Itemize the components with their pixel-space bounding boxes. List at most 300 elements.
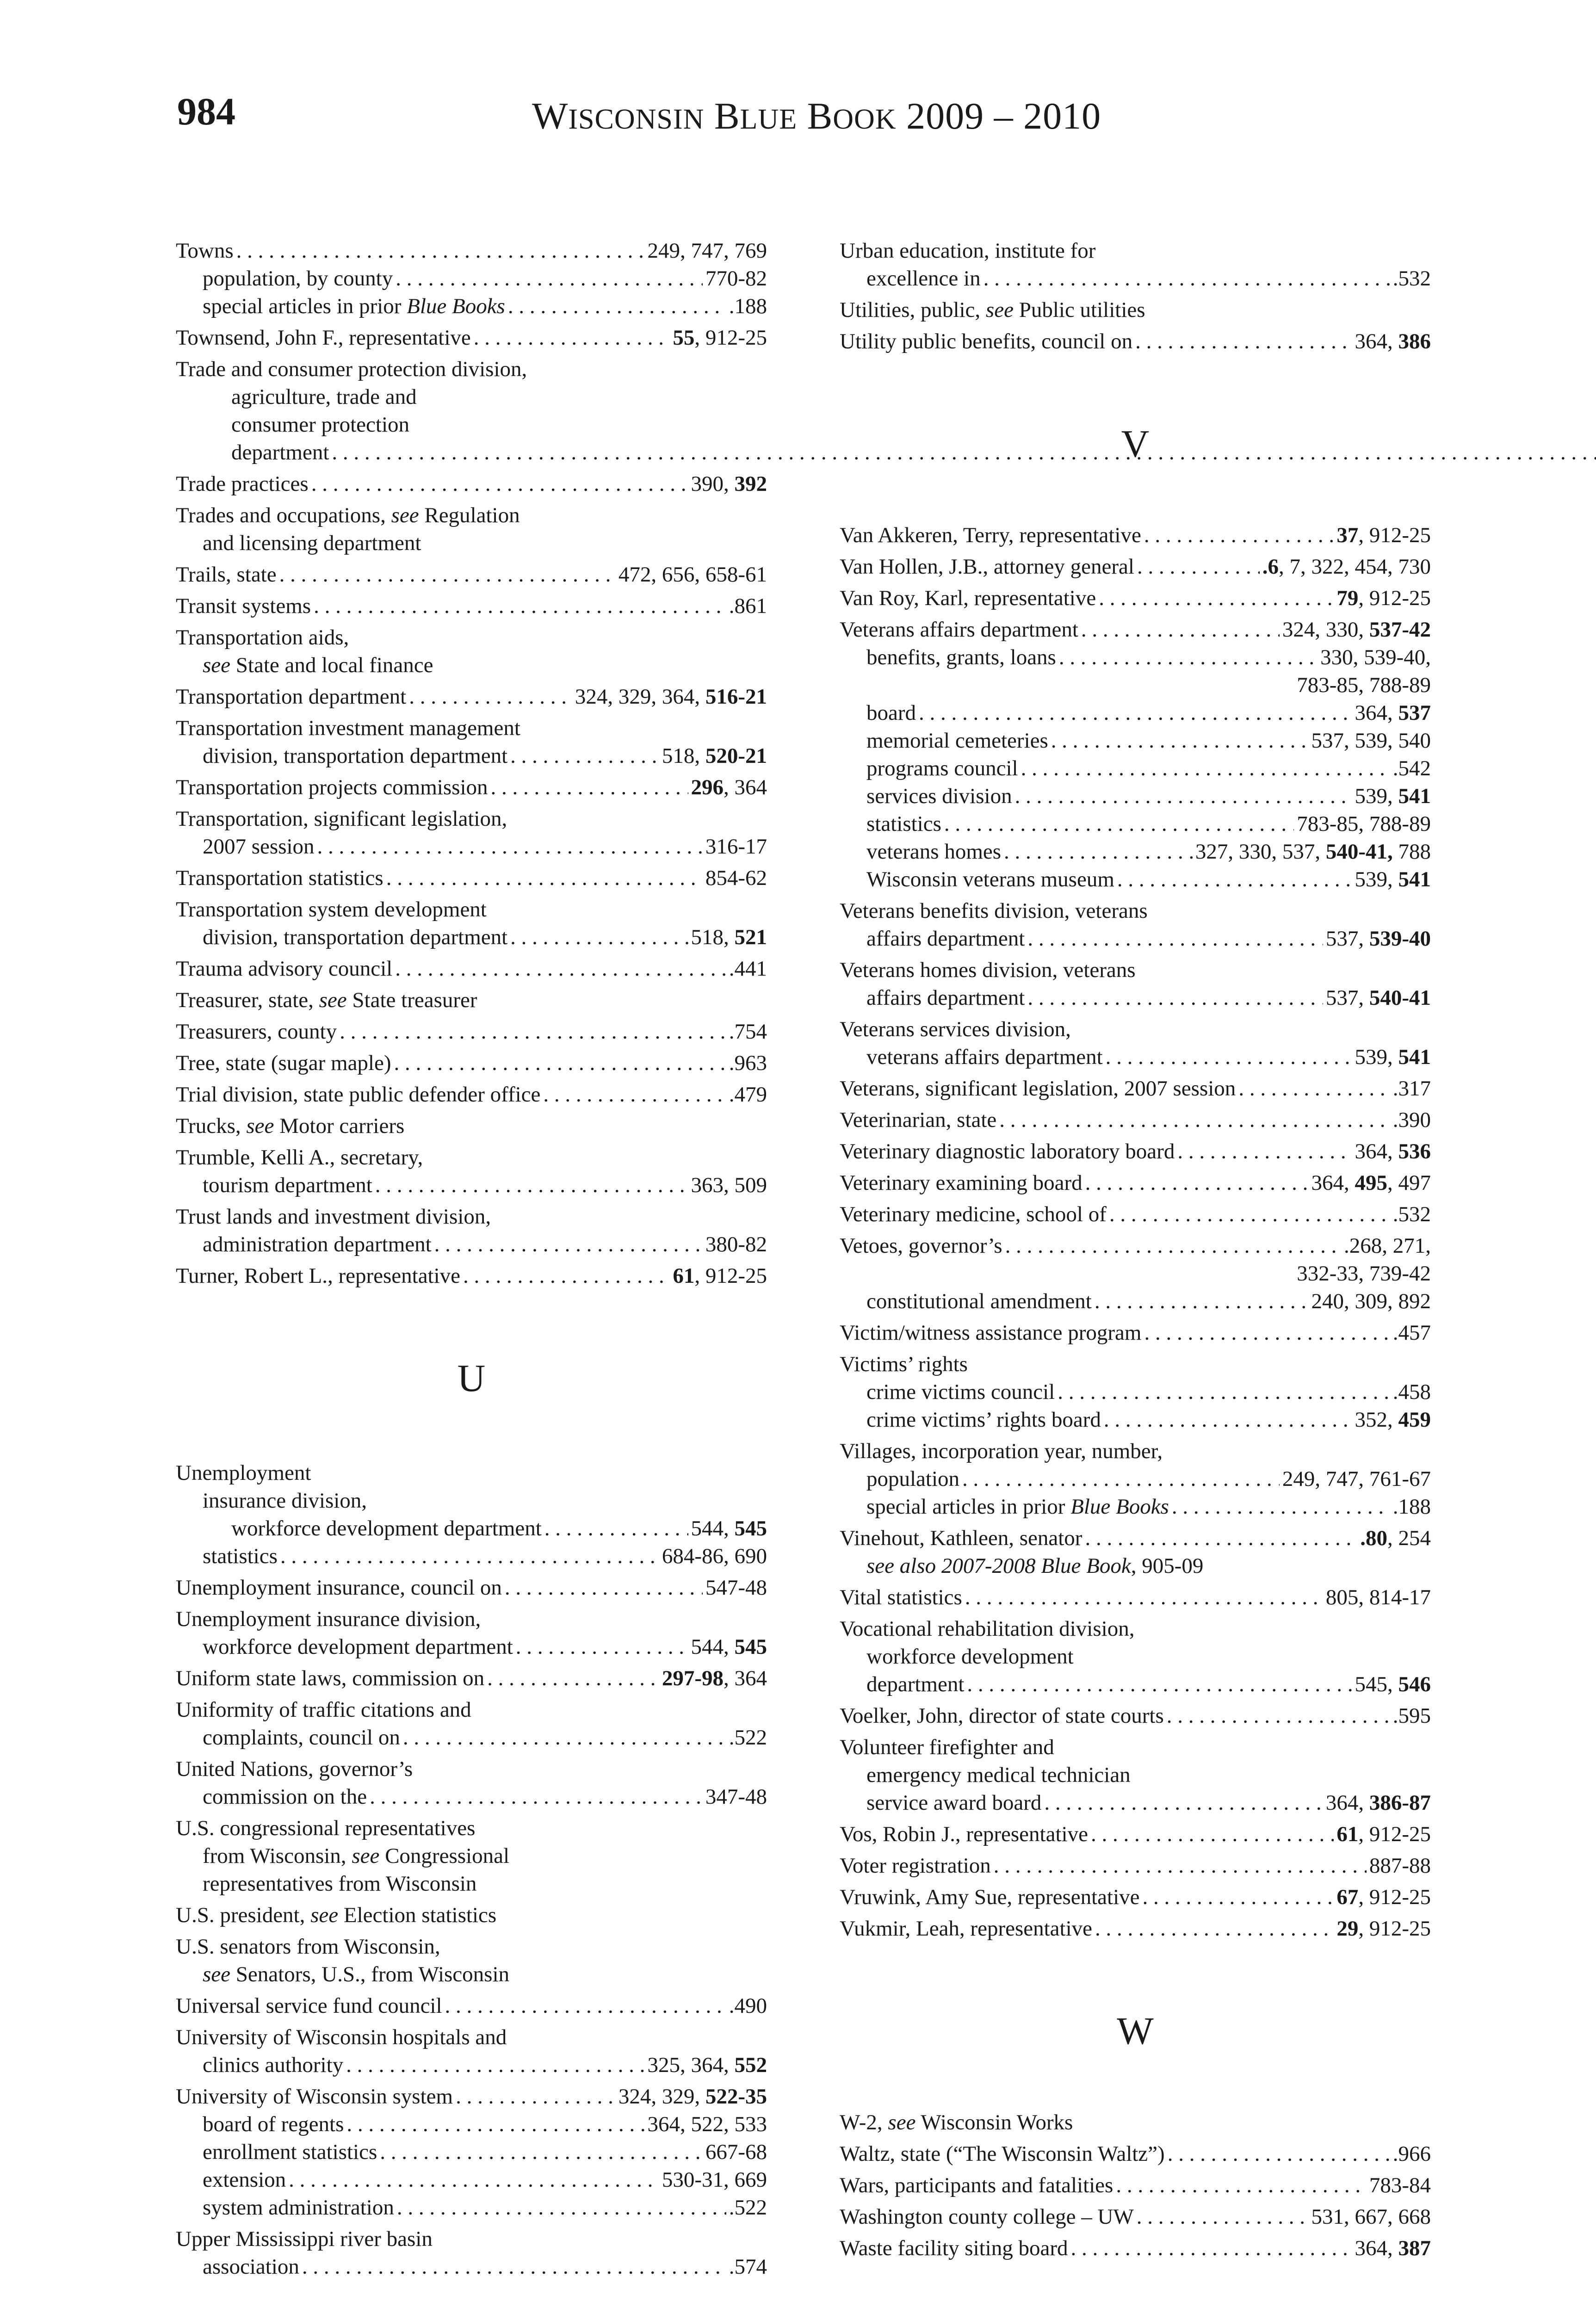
index-text: 37 [1336, 523, 1359, 547]
index-text: 522-35 [705, 2084, 767, 2109]
index-entry [176, 986, 767, 1014]
index-text: Vos, Robin J., representative [840, 1822, 1088, 1846]
section-letter-u: U [457, 1357, 486, 1400]
index-text: Veterans affairs department [840, 618, 1078, 642]
index-text: programs council [866, 756, 1018, 780]
index-text: .522 [729, 2195, 767, 2220]
index-entry [176, 773, 767, 801]
index-text: 684-86, 690 [662, 1544, 767, 1568]
index-text: clinics authority [203, 2053, 344, 2077]
index-text: excellence in [866, 266, 981, 291]
index-text: see [391, 503, 419, 527]
index-text: Veterans, significant legislation, 2007 session [840, 1076, 1236, 1101]
index-entry [176, 501, 767, 557]
index-entry [176, 624, 767, 679]
index-text: 352, [1355, 1408, 1398, 1432]
index-text: Transit systems [176, 594, 311, 618]
index-column-left [176, 237, 767, 2281]
index-text: , 7, 322, 454, 730 [1279, 555, 1431, 579]
index-text: University of Wisconsin system [176, 2084, 453, 2109]
index-text: .390 [1392, 1108, 1431, 1132]
index-entry [176, 1459, 767, 1570]
index-text: .542 [1392, 756, 1431, 780]
page-number: 984 [177, 90, 235, 133]
index-entry [176, 1814, 767, 1898]
running-head-b1: B [714, 95, 740, 137]
index-text: Towns [176, 239, 234, 263]
index-text: , 912-25 [1358, 586, 1431, 610]
index-text: , 912-25 [694, 1264, 767, 1288]
index-text: .479 [729, 1082, 767, 1107]
index-text: emergency medical technician [866, 1763, 1131, 1787]
index-text: 29 [1336, 1917, 1359, 1941]
index-column-right [840, 237, 1431, 2262]
index-entry [176, 2083, 767, 2221]
index-text: affairs department [866, 986, 1025, 1010]
index-entry [176, 955, 767, 983]
index-text: 539-40 [1369, 927, 1431, 951]
index-entry [176, 1574, 767, 1602]
section-letter-w: W [1117, 2010, 1154, 2053]
index-text: Congressional [379, 1844, 509, 1868]
index-entry [176, 1933, 767, 1988]
running-head-lue: LUE [740, 104, 798, 135]
index-text: 55 [673, 326, 695, 350]
index-text: 364, [1325, 1791, 1369, 1815]
index-text: Election statistics [338, 1903, 497, 1927]
index-entry [840, 1524, 1431, 1580]
index-entry [840, 1200, 1431, 1228]
index-text: memorial cemeteries [866, 729, 1048, 753]
index-entry [840, 1232, 1431, 1315]
index-entry [840, 584, 1431, 612]
index-text: board of regents [203, 2112, 344, 2136]
index-text: 783-85, 788-89 [1297, 812, 1431, 836]
index-text: 530-31, 669 [662, 2168, 767, 2192]
index-text: U.S. congressional representatives [176, 1816, 476, 1840]
index-text: 459 [1398, 1408, 1431, 1432]
index-text: 518, [662, 744, 705, 768]
index-text: 521 [734, 925, 767, 949]
index-entry [840, 616, 1431, 893]
index-text: Wisconsin veterans museum [866, 867, 1114, 891]
index-text: 240, 309, 892 [1311, 1289, 1431, 1313]
index-text: see [310, 1903, 339, 1927]
index-text: Van Akkeren, Terry, representative [840, 523, 1141, 547]
index-entry [176, 561, 767, 588]
index-entry [176, 237, 767, 320]
index-text: Public utilities [1013, 298, 1145, 322]
index-entry [176, 1049, 767, 1077]
index-text: Van Roy, Karl, representative [840, 586, 1096, 610]
index-text: 770-82 [705, 266, 767, 291]
index-entry [176, 1262, 767, 1290]
index-entry [840, 1615, 1431, 1698]
index-text: Vital statistics [840, 1585, 962, 1609]
index-text: Tree, state (sugar maple) [176, 1051, 391, 1075]
index-text: 364, [1355, 701, 1398, 725]
index-text: 364, [1355, 1139, 1398, 1163]
index-text: W-2, [840, 2110, 888, 2134]
index-text: Regulation [419, 503, 520, 527]
index-entry [840, 1437, 1431, 1521]
index-text: 472, 656, 658-61 [618, 563, 767, 587]
index-text: special articles in prior [203, 294, 407, 318]
index-text: 249, 747, 769 [647, 239, 767, 263]
index-text: 544, [691, 1516, 735, 1540]
index-entry [176, 1901, 767, 1929]
index-text: .574 [729, 2255, 767, 2279]
index-text: Veterans services division, [840, 1017, 1071, 1041]
index-text: Upper Mississippi river basin [176, 2227, 433, 2251]
index-text: association [203, 2255, 299, 2279]
index-entry [840, 1583, 1431, 1611]
index-text: 539, [1355, 867, 1398, 891]
index-text: see [203, 1962, 231, 1986]
index-text: 537 [1398, 701, 1431, 725]
index-text: Veterinary examining board [840, 1171, 1083, 1195]
index-text: representatives from Wisconsin [203, 1872, 477, 1896]
index-text: 386 [1398, 329, 1431, 353]
index-text: .441 [729, 957, 767, 981]
index-text: 364, 522, 533 [647, 2112, 767, 2136]
index-text: Veterans homes division, veterans [840, 958, 1136, 982]
index-text: U.S. president, [176, 1903, 311, 1927]
index-text: Vocational rehabilitation division, [840, 1617, 1135, 1641]
index-text: Volunteer firefighter and [840, 1735, 1054, 1759]
index-entry [840, 328, 1431, 355]
index-text: 324, 329, [618, 2084, 705, 2109]
index-entry [840, 1733, 1431, 1817]
index-text: consumer protection [231, 413, 410, 437]
index-text: see also 2007-2008 Blue Book [866, 1554, 1131, 1578]
index-entry [176, 1992, 767, 2020]
index-entry [840, 553, 1431, 581]
index-text: 297-98 [662, 1666, 724, 1690]
index-text: and licensing department [203, 531, 421, 555]
index-entry [840, 1820, 1431, 1848]
index-text: United Nations, governor’s [176, 1757, 413, 1781]
index-entry [176, 470, 767, 498]
index-text: crime victims council [866, 1380, 1055, 1404]
index-text: Voelker, John, director of state courts [840, 1704, 1164, 1728]
index-text: 537, [1325, 927, 1369, 951]
index-text: Vukmir, Leah, representative [840, 1917, 1093, 1941]
index-text: 79 [1336, 586, 1359, 610]
index-entry [176, 1144, 767, 1199]
index-entry [176, 2023, 767, 2079]
index-text: veterans affairs department [866, 1045, 1103, 1069]
index-text: see [352, 1844, 380, 1868]
index-text: Uniformity of traffic citations and [176, 1698, 471, 1722]
index-text: Trucks, [176, 1114, 247, 1138]
index-text: Van Hollen, J.B., attorney general [840, 555, 1134, 579]
index-text: Veterans benefits division, veterans [840, 899, 1148, 923]
index-text: Victims’ rights [840, 1352, 968, 1376]
index-text: .861 [729, 594, 767, 618]
index-text: 327, 330, 537, [1195, 840, 1326, 864]
index-text: 539, [1355, 1045, 1398, 1069]
index-text: Trust lands and investment division, [176, 1205, 491, 1229]
index-text: .963 [729, 1051, 767, 1075]
index-text: 364, [1355, 329, 1398, 353]
index-text: Trumble, Kelli A., secretary, [176, 1145, 423, 1169]
index-text: Turner, Robert L., representative [176, 1264, 461, 1288]
index-text: workforce development department [231, 1516, 542, 1540]
index-entry [176, 324, 767, 352]
index-text: Transportation department [176, 685, 407, 709]
index-text: 547-48 [705, 1576, 767, 1600]
index-text: Washington county college – UW [840, 2205, 1134, 2229]
index-text: 552 [734, 2053, 767, 2077]
index-entry [840, 1350, 1431, 1434]
index-text: Wisconsin Works [916, 2110, 1073, 2134]
index-entry [176, 355, 767, 466]
index-entry [840, 1169, 1431, 1197]
index-entry [840, 2234, 1431, 2262]
running-head-w: W [532, 95, 569, 137]
index-text: , 912-25 [1358, 1917, 1431, 1941]
index-text: 520-21 [705, 744, 767, 768]
index-text: 667-68 [705, 2140, 767, 2164]
index-text: Universal service fund council [176, 1994, 442, 2018]
index-text: Unemployment [176, 1461, 311, 1485]
index-text: Transportation system development [176, 897, 487, 921]
index-text: Transportation projects commission [176, 775, 488, 799]
index-text: University of Wisconsin hospitals and [176, 2025, 507, 2049]
index-text: Utilities, public, [840, 298, 986, 322]
index-text: service award board [866, 1791, 1042, 1815]
index-text: board [866, 701, 916, 725]
index-entry [176, 1696, 767, 1751]
index-text: 854-62 [705, 866, 767, 890]
index-text: tourism department [203, 1173, 372, 1197]
index-text: insurance division, [203, 1489, 367, 1513]
index-text: 390, [691, 472, 735, 496]
index-text: 347-48 [705, 1785, 767, 1809]
index-text: , 912-25 [1358, 523, 1431, 547]
index-entry [840, 1015, 1431, 1071]
index-text: enrollment statistics [203, 2140, 377, 2164]
index-text: veterans homes [866, 840, 1002, 864]
index-text: Blue Books [1070, 1495, 1169, 1519]
index-text: Trade practices [176, 472, 309, 496]
index-text: .188 [729, 294, 767, 318]
index-entry [840, 237, 1431, 292]
index-entry [840, 521, 1431, 549]
index-text: .268, 271, [1344, 1234, 1431, 1258]
index-entry [176, 1664, 767, 1692]
index-text: 805, 814-17 [1325, 1585, 1431, 1609]
index-text: 537, 539, 540 [1311, 729, 1431, 753]
index-text: Vruwink, Amy Sue, representative [840, 1885, 1140, 1909]
index-text: .595 [1392, 1704, 1431, 1728]
index-text: 537-42 [1369, 618, 1431, 642]
index-text: 316-17 [705, 835, 767, 859]
index-text: 61 [673, 1264, 695, 1288]
index-text: .317 [1392, 1076, 1431, 1101]
index-text: commission on the [203, 1785, 367, 1809]
index-text: system administration [203, 2195, 394, 2220]
index-text: State treasurer [346, 988, 477, 1012]
index-text: 540-41, [1325, 840, 1393, 864]
index-text: Veterinary medicine, school of [840, 1202, 1107, 1226]
index-text: .532 [1392, 1202, 1431, 1226]
index-entry [176, 1755, 767, 1811]
index-text: Veterinary diagnostic laboratory board [840, 1139, 1175, 1163]
index-text: .457 [1392, 1321, 1431, 1345]
index-text: Transportation statistics [176, 866, 384, 890]
index-text: 783-84 [1369, 2173, 1431, 2197]
index-text: 364, [1355, 2236, 1398, 2260]
index-text: 545 [734, 1635, 767, 1659]
index-text: see [203, 653, 231, 677]
index-text: special articles in prior [866, 1495, 1071, 1519]
index-text: department [231, 440, 329, 464]
index-text: Senators, U.S., from Wisconsin [230, 1962, 510, 1986]
index-text: 788 [1392, 840, 1431, 864]
index-text: Motor carriers [274, 1114, 405, 1138]
index-text: services division [866, 784, 1012, 808]
index-entry [840, 1075, 1431, 1102]
index-text: workforce development [866, 1645, 1074, 1669]
index-text: Blue Books [407, 294, 505, 318]
index-text: .188 [1392, 1495, 1431, 1519]
index-text: Trial division, state public defender office [176, 1082, 541, 1107]
index-text: .532 [1392, 266, 1431, 291]
index-text: Unemployment insurance, council on [176, 1576, 502, 1600]
index-text: 541 [1398, 867, 1431, 891]
index-text: 332-33, 739-42 [1297, 1262, 1431, 1286]
index-text: Transportation aids, [176, 625, 349, 649]
index-entry [840, 1106, 1431, 1134]
index-text: Treasurers, county [176, 1020, 337, 1044]
index-text: Trade and consumer protection division, [176, 357, 527, 381]
index-text: Urban education, institute for [840, 239, 1096, 263]
index-text: 387 [1398, 2236, 1431, 2260]
index-text: 380-82 [705, 1232, 767, 1256]
index-text: Unemployment insurance division, [176, 1607, 481, 1631]
index-text: 324, 330, [1282, 618, 1369, 642]
index-text: statistics [866, 812, 941, 836]
index-text: 386-87 [1369, 1791, 1431, 1815]
index-text: 539, [1355, 784, 1398, 808]
index-text: agriculture, trade and [231, 385, 417, 409]
index-text: department [866, 1672, 965, 1696]
index-text: 545 [734, 1516, 767, 1540]
index-text: Wars, participants and fatalities [840, 2173, 1113, 2197]
index-text: Vinehout, Kathleen, senator [840, 1526, 1083, 1550]
index-text: 783-85, 788-89 [1297, 673, 1431, 697]
index-text: Trails, state [176, 563, 277, 587]
index-text: Utility public benefits, council on [840, 329, 1133, 353]
index-entry [176, 1112, 767, 1140]
index-text: division, transportation department [203, 744, 508, 768]
index-entry [176, 683, 767, 711]
index-text: , 912-25 [694, 326, 767, 350]
index-entry [176, 592, 767, 620]
index-text: Veterinarian, state [840, 1108, 997, 1132]
index-entry [840, 1138, 1431, 1165]
index-text: population, by county [203, 266, 393, 291]
index-text: Villages, incorporation year, number, [840, 1439, 1163, 1463]
index-text: .458 [1392, 1380, 1431, 1404]
index-text: division, transportation department [203, 925, 508, 949]
index-text: crime victims’ rights board [866, 1408, 1101, 1432]
index-entry [176, 864, 767, 892]
index-text: U.S. senators from Wisconsin, [176, 1935, 440, 1959]
index-text: .80 [1360, 1526, 1387, 1550]
index-text: 516-21 [705, 685, 767, 709]
index-text: , 912-25 [1358, 1822, 1431, 1846]
index-text: Treasurer, state, [176, 988, 319, 1012]
running-head-b2: B [807, 95, 833, 137]
running-head-ook: OOK [833, 104, 897, 135]
index-text: 545, [1355, 1672, 1398, 1696]
index-text: see [319, 988, 347, 1012]
index-text: Waste facility siting board [840, 2236, 1068, 2260]
index-entry [840, 1852, 1431, 1880]
index-text: .966 [1392, 2142, 1431, 2166]
index-text: , 912-25 [1358, 1885, 1431, 1909]
index-entry [176, 2225, 767, 2281]
index-text: 330, 539-40, [1320, 645, 1431, 669]
index-entry [840, 1883, 1431, 1911]
index-text: workforce development department [203, 1635, 513, 1659]
index-text: 495 [1355, 1171, 1387, 1195]
index-text: 249, 747, 761-67 [1282, 1467, 1431, 1491]
index-text: 364, [1311, 1171, 1355, 1195]
index-text: , 905-09 [1131, 1554, 1204, 1578]
index-entry [176, 1018, 767, 1045]
index-text: see [246, 1114, 274, 1138]
index-text: 887-88 [1369, 1854, 1431, 1878]
index-text: 531, 667, 668 [1311, 2205, 1431, 2229]
index-text: 325, 364, [647, 2053, 735, 2077]
index-text: Trauma advisory council [176, 957, 393, 981]
index-entry [840, 2203, 1431, 2231]
index-text: Trades and occupations, [176, 503, 391, 527]
index-entry [840, 1319, 1431, 1347]
index-text: 363, 509 [691, 1173, 767, 1197]
index-text: benefits, grants, loans [866, 645, 1056, 669]
index-entry [840, 956, 1431, 1012]
index-text: Uniform state laws, commission on [176, 1666, 485, 1690]
index-text: from Wisconsin, [203, 1844, 352, 1868]
index-text: 296 [691, 775, 724, 799]
index-entry [840, 2171, 1431, 2199]
index-entry [176, 714, 767, 770]
index-text: 546 [1398, 1672, 1431, 1696]
index-entry [176, 1203, 767, 1258]
index-text: administration department [203, 1232, 432, 1256]
index-text: extension [203, 2168, 286, 2192]
index-entry [840, 2140, 1431, 2168]
index-entry [840, 1915, 1431, 1942]
index-text: Townsend, John F., representative [176, 326, 471, 350]
index-text: see [888, 2110, 916, 2134]
running-head [532, 97, 1101, 135]
index-text: 537, [1325, 986, 1369, 1010]
index-text: constitutional amendment [866, 1289, 1092, 1313]
running-head-isconsin: ISCONSIN [568, 104, 705, 135]
index-text: 540-41 [1369, 986, 1431, 1010]
index-text: .754 [729, 1020, 767, 1044]
index-text: affairs department [866, 927, 1025, 951]
index-text: 541 [1398, 1045, 1431, 1069]
index-text: 61 [1336, 1822, 1359, 1846]
index-text: , 364 [724, 775, 767, 799]
